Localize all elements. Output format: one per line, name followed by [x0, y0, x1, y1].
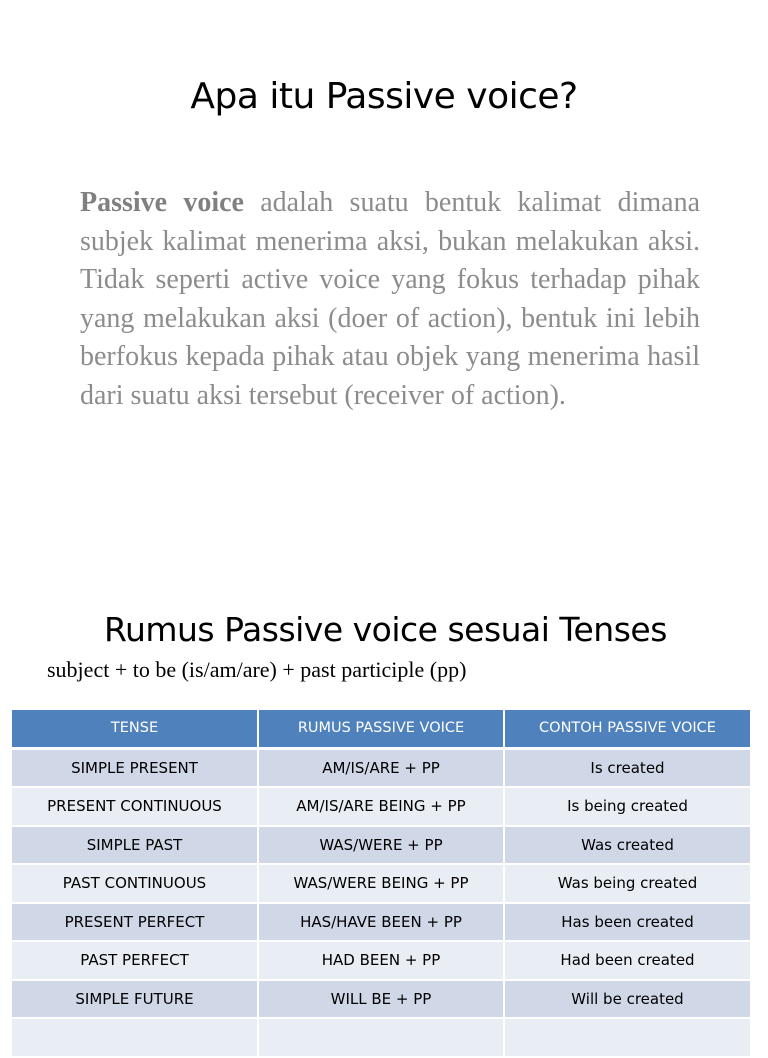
table-row — [12, 941, 750, 980]
header-formula: RUMUS PASSIVE VOICE — [258, 710, 504, 748]
table-row — [12, 826, 750, 865]
table-row — [12, 903, 750, 942]
example-cell: Has been created — [504, 903, 750, 942]
tense-cell: SIMPLE PRESENT — [12, 748, 258, 787]
tense-cell: SIMPLE FUTURE — [12, 980, 258, 1019]
table-row — [12, 748, 750, 787]
formula-cell: HAD BEEN + PP — [258, 941, 504, 980]
table-row — [12, 864, 750, 903]
example-cell: Is being created — [504, 787, 750, 826]
definition-term: Passive voice — [80, 187, 244, 218]
tense-cell: PAST CONTINUOUS — [12, 864, 258, 903]
header-example: CONTOH PASSIVE VOICE — [504, 710, 750, 748]
slide-passive-voice-formulas — [0, 560, 768, 1024]
formula-cell: WILL BE + PP — [258, 980, 504, 1019]
tense-cell: SIMPLE PAST — [12, 826, 258, 865]
formula-cell: AM/IS/ARE + PP — [258, 748, 504, 787]
table-row — [12, 787, 750, 826]
formula-cell: HAS/HAVE BEEN + PP — [258, 903, 504, 942]
tense-cell: PAST PERFECT — [12, 941, 258, 980]
tense-cell: PRESENT PERFECT — [12, 903, 258, 942]
formula-cell: AM/IS/ARE BEING + PP — [258, 787, 504, 826]
definition-paragraph — [80, 184, 700, 415]
example-cell: Was created — [504, 826, 750, 865]
header-tense: TENSE — [12, 710, 258, 748]
slide-title: Apa itu Passive voice? — [190, 76, 578, 117]
tense-cell: PRESENT CONTINUOUS — [12, 787, 258, 826]
formula-cell: WAS/WERE + PP — [258, 826, 504, 865]
example-cell: Will be created — [504, 980, 750, 1019]
table-row — [12, 980, 750, 1019]
example-cell: Is created — [504, 748, 750, 787]
example-cell: Was being created — [504, 864, 750, 903]
general-formula: subject + to be (is/am/are) + past participle (pp) — [47, 657, 467, 682]
definition-text: adalah suatu bentuk kalimat dimana subjek kalimat menerima aksi, bukan melakukan aksi. Tidak seperti active voice yang fokus terhadap pihak yang melakukan aksi (doer of action), bentuk ini lebih berfokus kepada pihak atau objek yang menerima hasil dari suatu aksi tersebut (receiver of action). — [80, 187, 700, 411]
tense-formula-table — [12, 710, 750, 1058]
table-header-row — [12, 710, 750, 748]
formula-cell: WAS/WERE BEING + PP — [258, 864, 504, 903]
example-cell: Had been created — [504, 941, 750, 980]
slide-title: Rumus Passive voice sesuai Tenses — [104, 610, 667, 649]
